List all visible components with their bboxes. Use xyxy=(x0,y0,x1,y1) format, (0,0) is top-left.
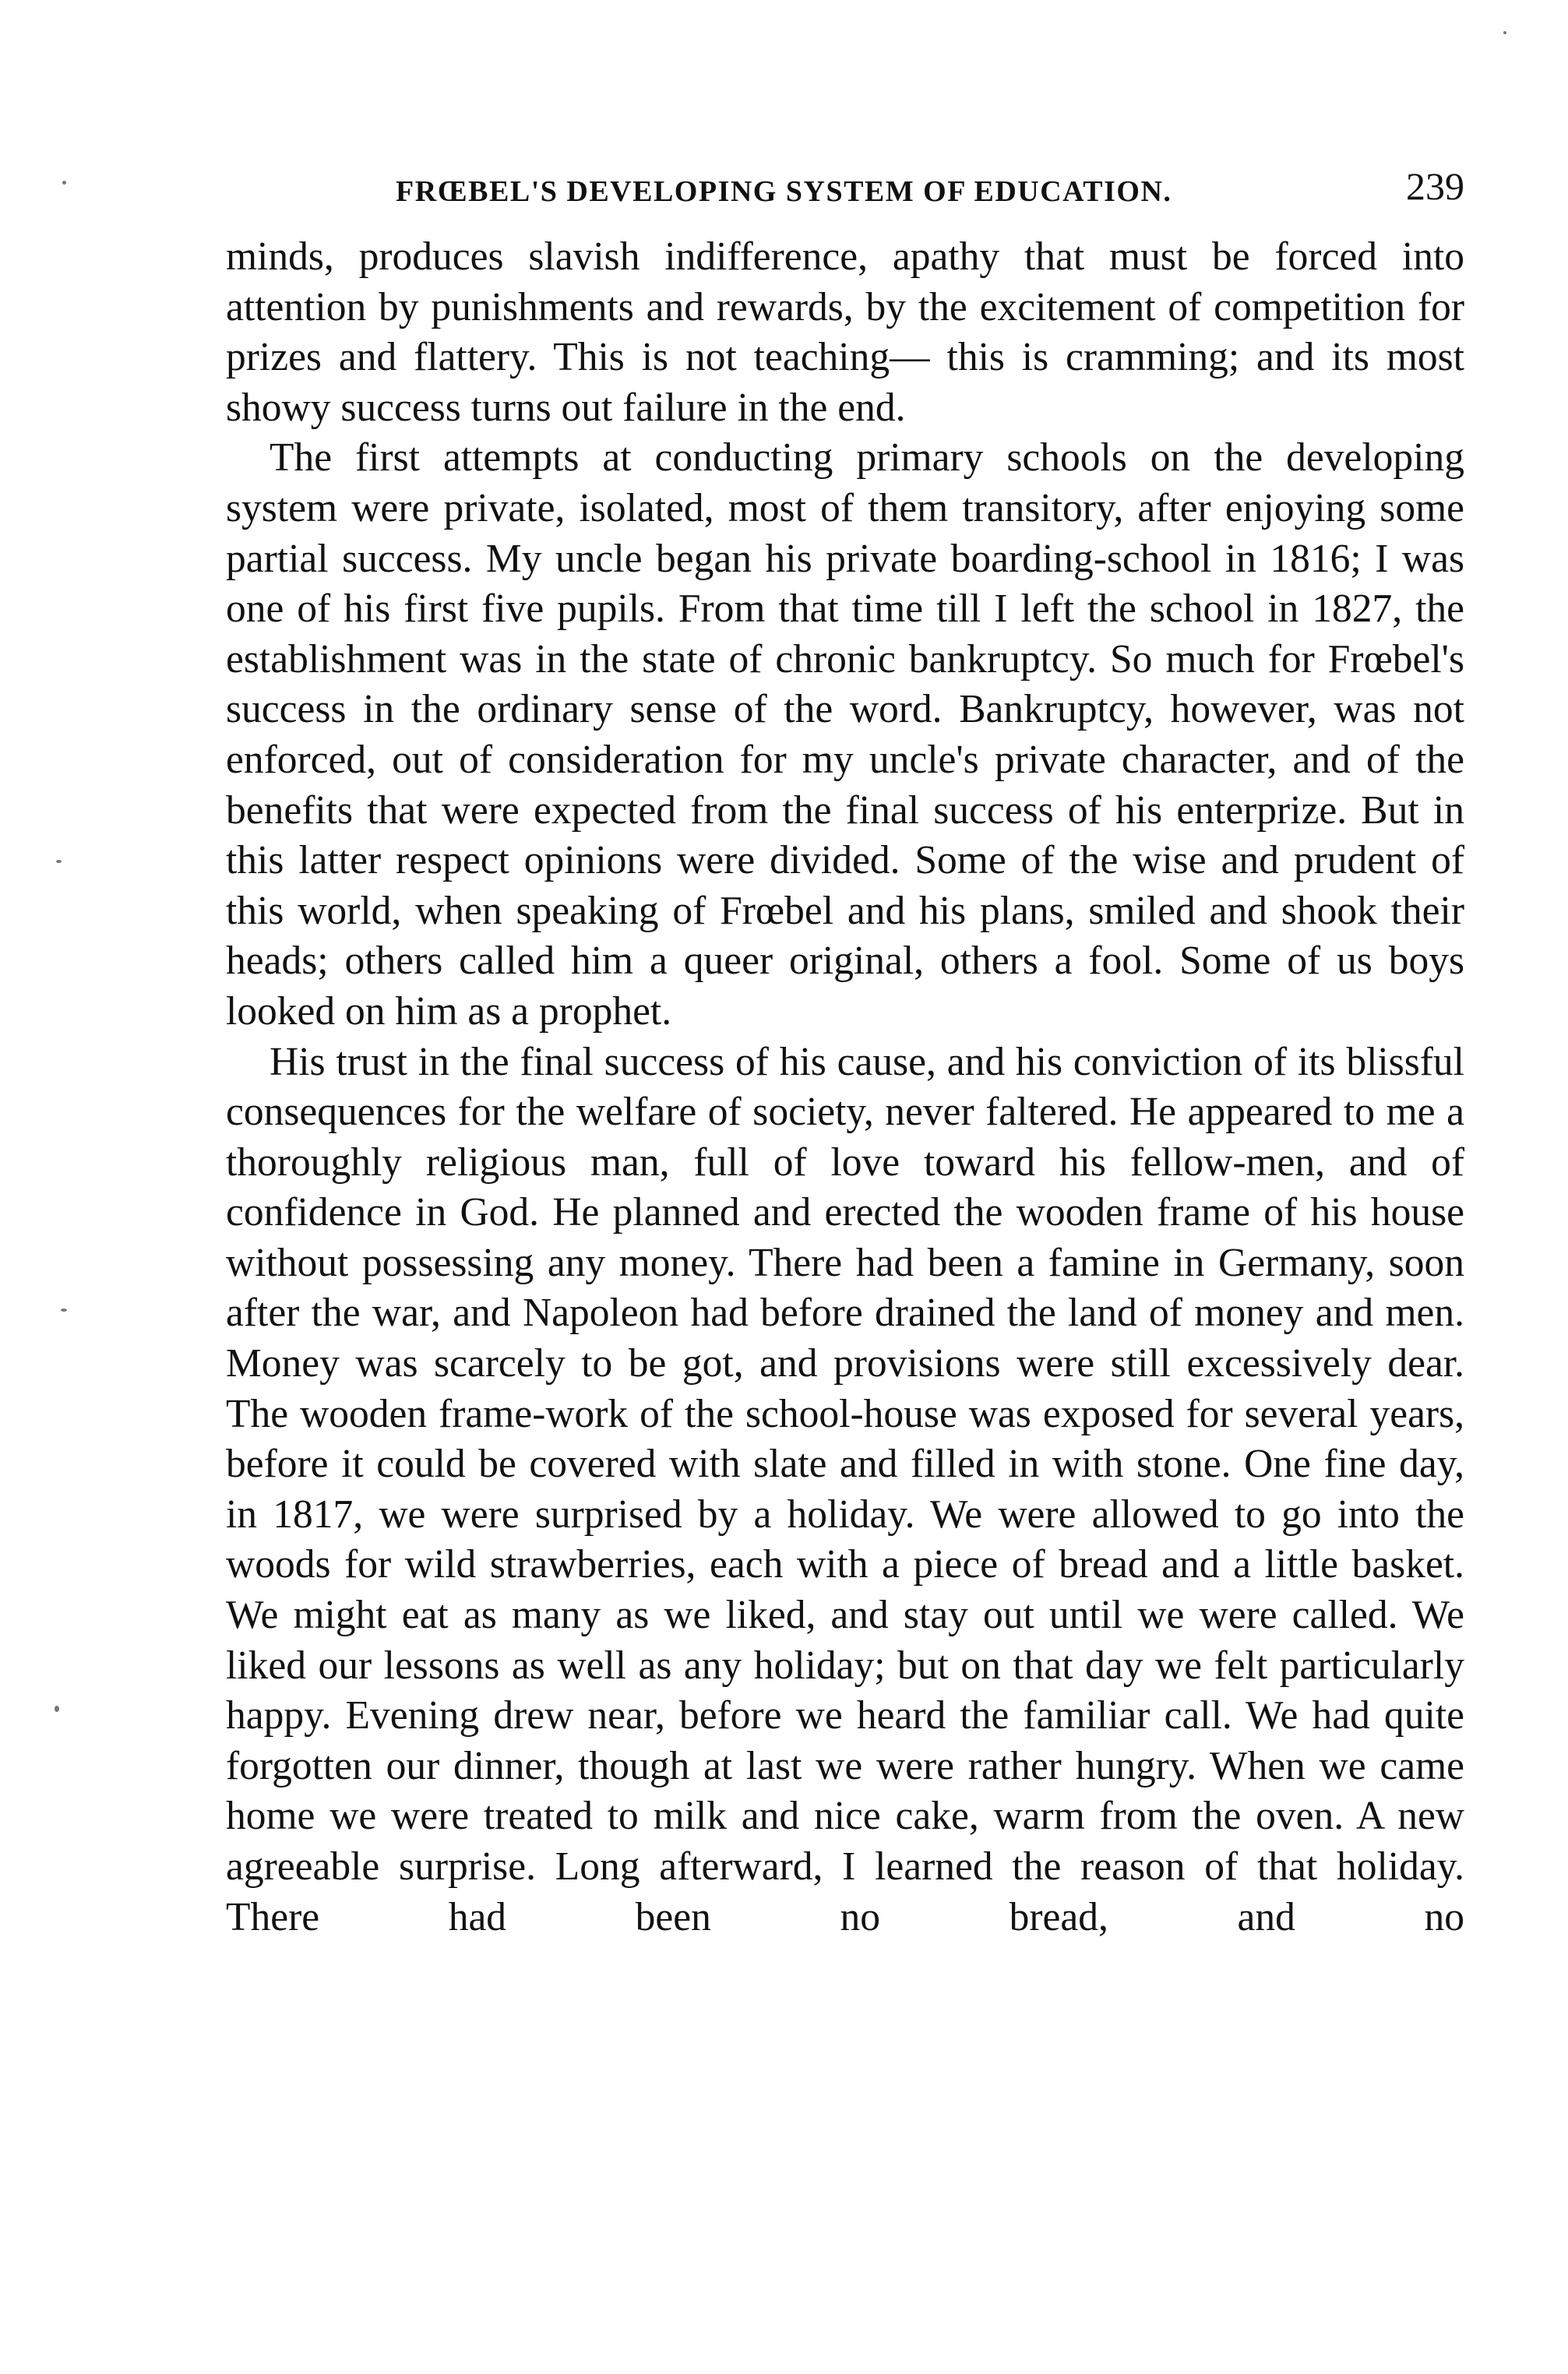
scan-speck xyxy=(55,1706,59,1712)
scan-speck xyxy=(1503,31,1506,34)
scan-speck xyxy=(62,181,66,185)
book-page xyxy=(226,156,1464,1943)
paragraph-1: minds, produces slavish indifference, apathy that must be forced into attention by punishments and rewards, by the excitement of competition for prizes and flattery. This is not teaching— this is cramming; and its most showy success turns out failure in the end. xyxy=(226,234,1464,430)
body-text xyxy=(226,232,1464,1943)
scan-speck xyxy=(56,860,62,863)
running-head xyxy=(226,156,1464,218)
page-number: 239 xyxy=(1406,164,1464,208)
paragraph-2: The first attempts at conducting primary schools on the developing system were private, isolated, most of them transitory, after enjoying some partial success. My uncle began his private boarding-school in 1816; I was one of his first five pupils. From that time till I left the school in 1827, the establishment was in the state of chronic bankruptcy. So much for Frœbel's success in the ordinary sense of the word. Bankruptcy, however, was not enforced, out of consideration for my uncle's private character, and of the benefits that were expected from the final success of his enterprize. But in this latter respect opinions were divided. Some of the wise and prudent of this world, when speaking of Frœbel and his plans, smiled and shook their heads; others called him a queer original, others a fool. Some of us boys looked on him as a prophet. xyxy=(226,435,1464,1034)
running-title: FRŒBEL'S DEVELOPING SYSTEM OF EDUCATION. xyxy=(396,175,1172,208)
scan-speck xyxy=(61,1309,67,1312)
paragraph-3: His trust in the final success of his cause, and his conviction of its blissful consequences for the welfare of society, never faltered. He appeared to me a thoroughly religious man, full of love toward his fellow-men, and of confidence in God. He planned and erected the wooden frame of his house without possessing any money. There had been a famine in Germany, soon after the war, and Napoleon had before drained the land of money and men. Money was scarcely to be got, and provisions were still excessively dear. The wooden frame-work of the school-house was exposed for several years, before it could be covered with slate and filled in with stone. One fine day, in 1817, we were surprised by a holiday. We were allowed to go into the woods for wild strawberries, each with a piece of bread and a little basket. We might eat as many as we liked, and stay out until we were called. We liked our lessons as well as any holiday; but on that day we felt particularly happy. Evening drew near, before we heard the familiar call. We had quite forgotten our dinner, though at last we were rather hungry. When we came home we were treated to milk and nice cake, warm from the oven. A new agreeable surprise. Long afterward, I learned the reason of that holiday. There had been no bread, and no xyxy=(226,1039,1464,1939)
